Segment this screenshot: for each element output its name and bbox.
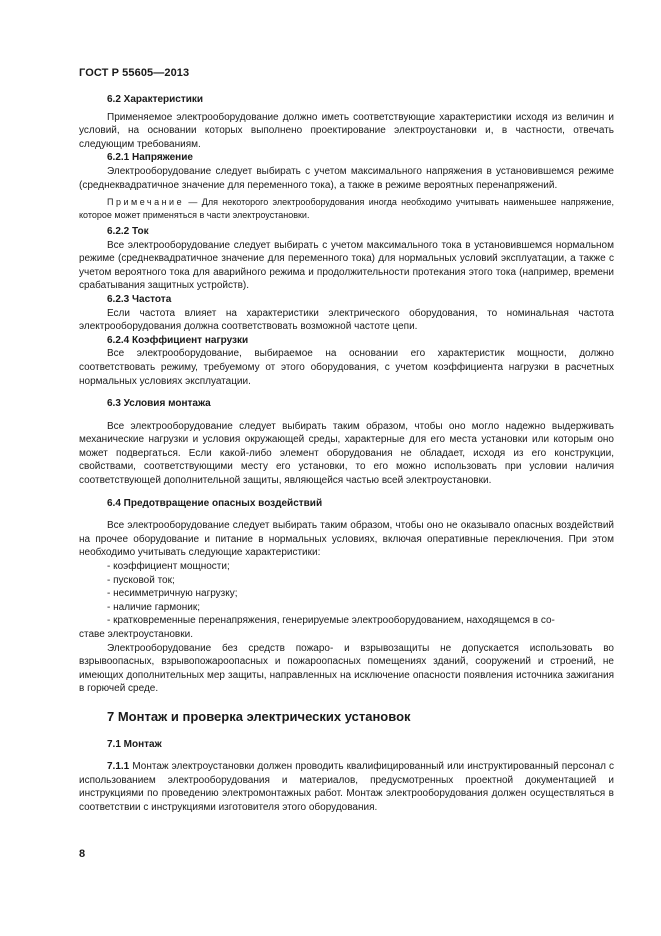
- list-item: - кратковременные перенапряжения, генерируемые электрооборудованием, находящемся в со-: [107, 615, 555, 627]
- section-6-2-4-paragraph: Все электрооборудование, выбираемое на основании его характеристик мощности, должно соответствовать режиму, требуемому от этого оборудования, с учетом коэффициента нагрузки в расчетных нормальных условиях эксплуатации.: [79, 348, 614, 387]
- document-body: [79, 93, 614, 815]
- section-6-2-1-paragraph: Электрооборудование следует выбирать с учетом максимального напряжения в установившемся режиме (среднеквадратичное значение для переменного тока), а также в режиме вероятных перенапряжений.: [79, 165, 614, 191]
- section-6-2-4-heading: 6.2.4 Коэффициент нагрузки: [107, 334, 249, 346]
- clause-number: 7.1.1: [107, 761, 130, 773]
- list-item: - наличие гармоник;: [107, 601, 200, 613]
- section-6-2-heading: 6.2 Характеристики: [107, 94, 204, 105]
- section-6-2-2-heading: 6.2.2 Ток: [107, 225, 149, 237]
- section-6-4-paragraph: Все электрооборудование следует выбирать таким образом, чтобы оно не оказывало опасных воздействий на прочее оборудование и питание в нормальных условиях, включая оперативные переключения. При этом необходимо учитывать следующие характеристики:: [79, 520, 614, 559]
- note-text: — Для некоторого электрооборудования иногда необходимо учитывать наименьшее напряжение, которое может применяться в части электроустановки.: [79, 197, 614, 220]
- section-6-3-paragraph: Все электрооборудование следует выбирать таким образом, чтобы оно могло надежно выдерживать механические нагрузки и условия окружающей среды, характерные для его места установки или которым оно может подвергаться. Если какой-либо элемент оборудования не обладает, исходя из его конструкции, свойствами, соответствующими месту его установки, то его можно использовать при условии наличия соответствующей дополнительной защиты, являющейся частью всей электроустановки.: [79, 420, 614, 487]
- section-6-2-1-heading: 6.2.1 Напряжение: [107, 152, 193, 164]
- note-paragraph: [79, 196, 614, 221]
- list-item: - коэффициент мощности;: [107, 561, 230, 573]
- list-item-continuation: ставе электроустановки.: [79, 629, 193, 640]
- document-header: ГОСТ Р 55605—2013: [79, 67, 190, 79]
- section-6-4-paragraph-2: Электрооборудование без средств пожаро- и взрывозащиты не допускается использовать во взрывоопасных, взрывопожароопасных и пожароопасных помещениях зданий, сооружений и строений, не имеющих дополнительных мер защиты, направленных на исключение опасности появления источника зажигания в горючей среде.: [79, 642, 614, 695]
- section-7-heading: 7 Монтаж и проверка электрических установок: [107, 708, 411, 724]
- section-6-2-3-paragraph: Если частота влияет на характеристики электрического оборудования, то номинальная частота электрооборудования должна соответствовать возможной частоте цепи.: [79, 307, 614, 333]
- list-item: - несимметричную нагрузку;: [107, 588, 238, 600]
- note-label: Примечание: [107, 197, 185, 208]
- section-6-3-heading: 6.3 Условия монтажа: [107, 398, 211, 410]
- clause-text: Монтаж электроустановки должен проводить квалифицированный или инструктированный персонал с использованием электрооборудования и материалов, предусмотренных проектной документацией и инструкциями по проведению электромонтажных работ. Монтаж электрооборудования должен осуществляться в соответствии с инструкциями изготовителя этого оборудования.: [79, 761, 614, 813]
- page-number: 8: [79, 848, 86, 860]
- section-6-2-2-paragraph: Все электрооборудование следует выбирать с учетом максимального тока в установившемся нормальном режиме (среднеквадратичное значение для переменного тока) для нормальных условий эксплуатации, а также с учетом вероятного тока для аварийного режима и продолжительности протекания этого тока (например, времени срабатывания защитных устройств).: [79, 239, 614, 292]
- section-6-2-paragraph: Применяемое электрооборудование должно иметь соответствующие характеристики исходя из величин и условий, на основании которых выполнено проектирование электроустановки и, в частности, отвечать следующим требованиям.: [79, 111, 614, 150]
- list-item: - пусковой ток;: [107, 574, 175, 586]
- section-7-1-1-paragraph: [79, 760, 614, 814]
- section-6-4-heading: 6.4 Предотвращение опасных воздействий: [107, 497, 323, 509]
- section-7-1-heading: 7.1 Монтаж: [107, 738, 162, 750]
- section-6-2-3-heading: 6.2.3 Частота: [107, 293, 172, 305]
